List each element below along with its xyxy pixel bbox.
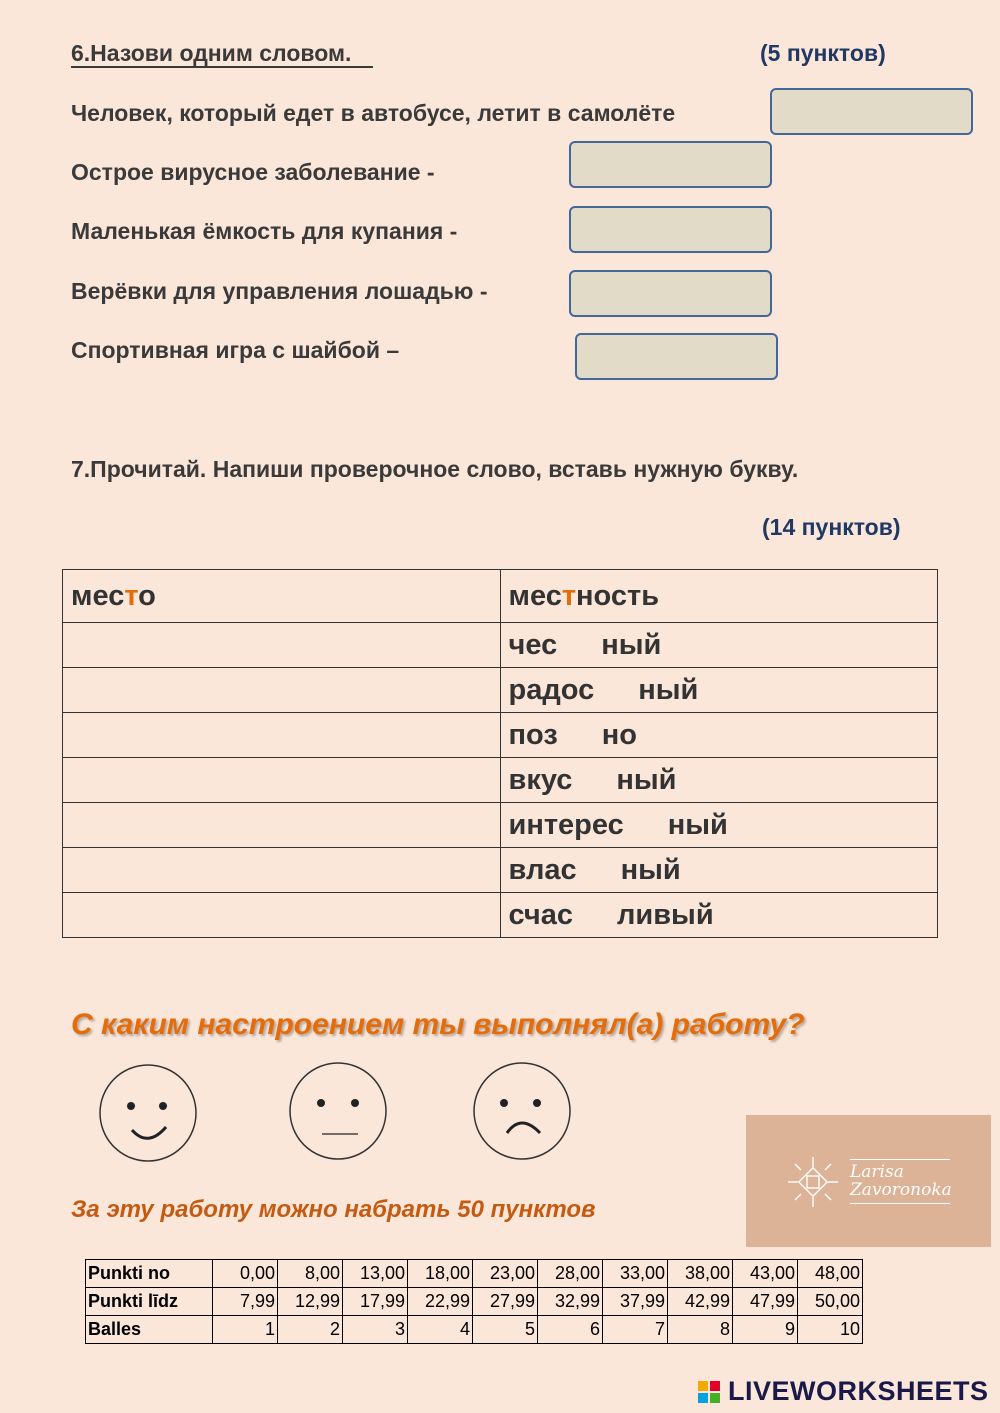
score-row-label: Punkti no <box>86 1260 213 1288</box>
table-row <box>63 758 938 803</box>
table-row <box>63 713 938 758</box>
question-2: Острое вирусное заболевание - <box>71 159 435 185</box>
logo-rule-bottom <box>850 1203 950 1204</box>
check-word-cell[interactable] <box>63 623 501 668</box>
word-part-b: ливый <box>616 898 714 931</box>
score-row-label: Punkti līdz <box>86 1288 213 1316</box>
score-cell: 22,99 <box>408 1288 473 1316</box>
word-part-b: ный <box>601 628 662 661</box>
score-cell: 4 <box>408 1316 473 1344</box>
score-cell: 7 <box>603 1316 668 1344</box>
question-5: Спортивная игра с шайбой – <box>71 337 400 363</box>
table-row <box>63 668 938 713</box>
score-cell: 27,99 <box>473 1288 538 1316</box>
example-right <box>500 570 938 623</box>
score-row-label: Balles <box>86 1316 213 1344</box>
author-logo <box>746 1115 991 1247</box>
table-row <box>63 803 938 848</box>
score-cell: 38,00 <box>668 1260 733 1288</box>
score-cell: 37,99 <box>603 1288 668 1316</box>
table-row <box>63 893 938 938</box>
score-cell: 43,00 <box>733 1260 798 1288</box>
word-part-a: вкус <box>508 763 573 796</box>
word-part-b: ный <box>638 673 699 706</box>
sad-face-icon[interactable] <box>470 1061 574 1161</box>
word-part-b: ный <box>616 763 677 796</box>
word-part-a: интерес <box>508 808 624 841</box>
max-points-note: За эту работу можно набрать 50 пунктов <box>71 1196 596 1223</box>
score-cell: 10 <box>798 1316 863 1344</box>
word-part-a: счас <box>508 898 573 931</box>
score-cell: 42,99 <box>668 1288 733 1316</box>
score-cell: 1 <box>213 1316 278 1344</box>
question-1: Человек, который едет в автобусе, летит в самолёте <box>71 100 676 126</box>
happy-face-icon[interactable] <box>96 1063 200 1163</box>
table-row <box>63 848 938 893</box>
word-part-a: влас <box>508 853 577 886</box>
score-cell: 6 <box>538 1316 603 1344</box>
check-word-cell[interactable] <box>63 758 501 803</box>
logo-line1: Larisa <box>850 1162 904 1182</box>
score-cell: 7,99 <box>213 1288 278 1316</box>
score-cell: 17,99 <box>343 1288 408 1316</box>
score-table <box>85 1259 863 1344</box>
answer-box-1[interactable] <box>770 88 973 135</box>
liveworksheets-footer <box>698 1376 989 1407</box>
score-cell: 28,00 <box>538 1260 603 1288</box>
example-right-post: ность <box>576 579 660 612</box>
score-cell: 18,00 <box>408 1260 473 1288</box>
score-cell: 9 <box>733 1316 798 1344</box>
answer-box-2[interactable] <box>569 141 772 188</box>
task6-title <box>71 40 373 67</box>
score-row <box>86 1316 863 1344</box>
example-right-pre: мес <box>508 579 562 612</box>
answer-box-3[interactable] <box>569 206 772 253</box>
word-part-b: но <box>601 718 637 751</box>
score-cell: 33,00 <box>603 1260 668 1288</box>
score-cell: 3 <box>343 1316 408 1344</box>
check-word-cell[interactable] <box>63 848 501 893</box>
example-row <box>63 570 938 623</box>
example-left-letter: т <box>124 579 139 612</box>
word-cell <box>500 803 938 848</box>
example-left-post: о <box>138 579 156 612</box>
task6-points: (5 пунктов) <box>760 40 886 66</box>
task7-title: 7.Прочитай. Напиши проверочное слово, вставь нужную букву. <box>71 456 799 482</box>
score-cell: 12,99 <box>278 1288 343 1316</box>
answer-box-4[interactable] <box>569 270 772 317</box>
mood-question: С каким настроением ты выполнял(а) работу? <box>71 1008 805 1041</box>
example-left-pre: мес <box>71 579 125 612</box>
logo-rule-top <box>850 1159 950 1160</box>
example-right-letter: т <box>561 579 577 612</box>
word-cell <box>500 848 938 893</box>
score-row <box>86 1288 863 1316</box>
score-cell: 13,00 <box>343 1260 408 1288</box>
word-part-a: поз <box>508 718 558 751</box>
word-cell <box>500 893 938 938</box>
logo-text <box>850 1163 952 1199</box>
word-part-a: радос <box>508 673 595 706</box>
score-cell: 2 <box>278 1316 343 1344</box>
word-cell <box>500 758 938 803</box>
footer-brand: LIVEWORKSHEETS <box>728 1376 989 1406</box>
logo-line2: Zavoronoka <box>850 1180 952 1200</box>
score-cell: 47,99 <box>733 1288 798 1316</box>
score-row <box>86 1260 863 1288</box>
word-part-a: чес <box>508 628 558 661</box>
word-cell <box>500 623 938 668</box>
answer-box-5[interactable] <box>575 333 778 380</box>
score-cell: 48,00 <box>798 1260 863 1288</box>
word-part-b: ный <box>667 808 728 841</box>
score-cell: 8 <box>668 1316 733 1344</box>
word-cell <box>500 713 938 758</box>
score-cell: 23,00 <box>473 1260 538 1288</box>
score-cell: 8,00 <box>278 1260 343 1288</box>
example-left <box>63 570 501 623</box>
score-cell: 5 <box>473 1316 538 1344</box>
task7-points: (14 пунктов) <box>762 514 901 540</box>
score-cell: 32,99 <box>538 1288 603 1316</box>
task6-title-text: 6.Назови одним словом. <box>71 40 373 68</box>
check-word-cell[interactable] <box>63 713 501 758</box>
word-cell <box>500 668 938 713</box>
score-cell: 50,00 <box>798 1288 863 1316</box>
liveworksheets-logo-icon <box>698 1381 720 1403</box>
ornament-icon <box>786 1155 840 1209</box>
table-row <box>63 623 938 668</box>
check-word-cell[interactable] <box>63 893 501 938</box>
check-word-cell[interactable] <box>63 803 501 848</box>
question-4: Верёвки для управления лошадью - <box>71 278 488 304</box>
check-word-cell[interactable] <box>63 668 501 713</box>
word-part-b: ный <box>620 853 681 886</box>
score-cell: 0,00 <box>213 1260 278 1288</box>
neutral-face-icon[interactable] <box>286 1061 390 1161</box>
word-table <box>62 569 938 938</box>
question-3: Маленькая ёмкость для купания - <box>71 218 458 244</box>
